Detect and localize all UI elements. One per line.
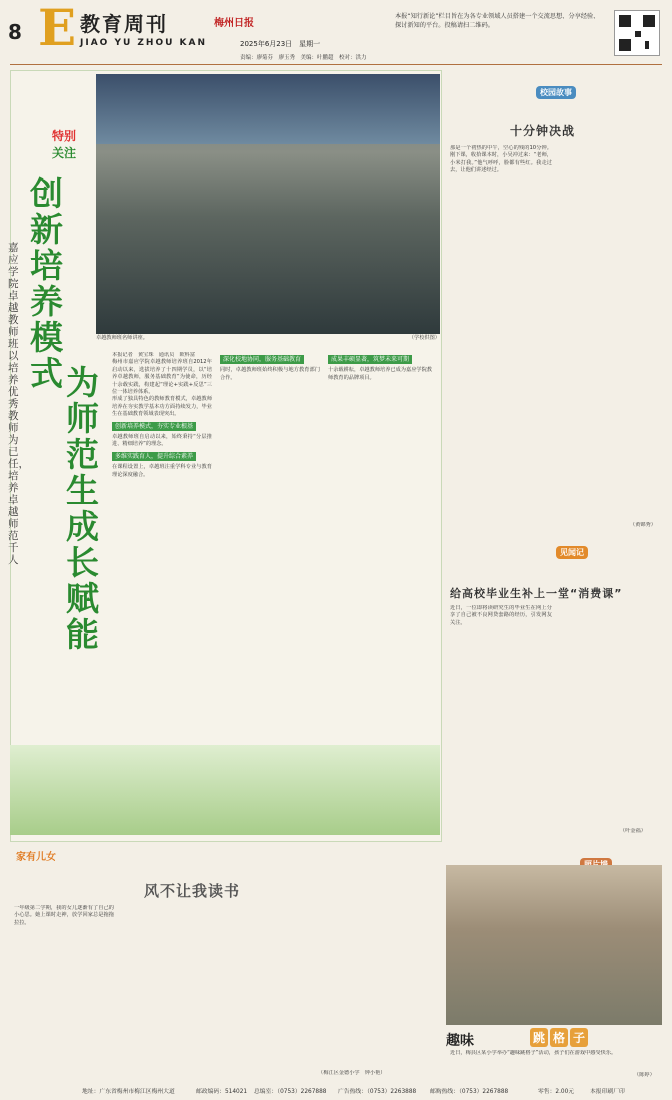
- story-body: 那是一个初热的中午，空心的残的10分钟。刚下课，收拾课本时，小吴冲过来：“老师，小米打我。”他气呼呼，脸都有些红。我走过去，让他们讲述经过。: [450, 145, 552, 174]
- column-notice: 本报“知行新论”栏目旨在为各专业领域人员搭建一个交流思想、分享经验、探讨新知的平台。投稿请扫二维码。: [395, 13, 600, 29]
- footer-advert: 广告热线：（0753）2263888: [338, 1089, 417, 1095]
- bottom-body-4: [326, 905, 436, 1070]
- footer-address: 地址：广东省梅州市梅江区梅州大道: [82, 1089, 175, 1095]
- header-rule: [10, 64, 662, 65]
- headline-bottom: 为师范生成长赋能: [66, 363, 99, 654]
- section-text: 在课程设置上，卓越班注重学科专业与教育理论深度融合。: [112, 464, 212, 478]
- byline: 本报记者 黄宝珠 通讯员 欧科富: [112, 352, 196, 358]
- campus-story-tag: 校园故事: [536, 80, 576, 99]
- paragraph: 梅州市嘉应学院卓越教师培养班自2012年启动以来，选拔培养了十四期学员，以“培养卓越教师，服务基础教育”为使命，历经十余载实践，构建起“理论+实践+反思”三位一体培养体系。: [112, 359, 212, 396]
- section-pinyin: JIAO YU ZHOU KAN: [80, 38, 208, 48]
- section-text: 卓越教师班自启动以来，始终秉持“分层推进、精细培养”的理念。: [112, 434, 212, 448]
- flower-decoration: [10, 745, 440, 835]
- headline-top: 创新培养模式: [30, 174, 63, 393]
- subhead: 嘉应学院卓越教师班以培养优秀教师为已任，培养卓越师范千人: [8, 242, 29, 566]
- feature-tag-a: 特别: [52, 129, 77, 143]
- section-text: 同时，卓越教师班始终积极与地方教育部门合作。: [220, 367, 320, 381]
- qr-code-icon: [614, 10, 660, 56]
- footer-printer: 本报印刷厂印: [590, 1089, 625, 1095]
- footer-price: 零售：2.00元: [538, 1089, 575, 1095]
- footer-subscribe: 邮购热线：（0753）2267888: [430, 1089, 509, 1095]
- feature-col-3: [328, 352, 432, 732]
- story-title: 十分钟决战: [510, 124, 576, 138]
- story-author: （黄锦秀）: [630, 522, 656, 528]
- photo-caption: [96, 334, 440, 341]
- lecture-stage-image: [96, 74, 440, 144]
- photo-title: 趣味: [446, 1033, 474, 1049]
- bottom-body-3: [222, 905, 322, 1075]
- paper-name: 梅州日报: [214, 18, 254, 29]
- paragraph: 形成了独具特色的教师教育模式，卓越教师培养在夯实教学基本功方面持续发力，毕业生在基础教育领域表现突出。: [112, 396, 212, 418]
- bottom-author: （梅江区金德小学 钟小艳）: [318, 1070, 386, 1076]
- family-tag: 家有儿女: [16, 852, 56, 863]
- footer-post: 邮政编码：514021: [196, 1089, 248, 1095]
- photo-title-tags: 跳 格 子: [530, 1028, 590, 1047]
- section-letter: E: [38, 0, 77, 57]
- page-number: 8: [8, 20, 22, 44]
- section-title: 多维实践育人，提升综合素养: [112, 452, 196, 461]
- footer-office: 总编室：（0753）2267888: [254, 1089, 327, 1095]
- footer: [0, 1082, 672, 1100]
- section-text: 十余载耕耘，卓越教师培养已成为嘉应学院教师教育的品牌项目。: [328, 367, 432, 381]
- mid-body: 近日，一位即将读研究生的毕业生在网上分享了自己被不良网贷套路的经历，引发网友关注。: [450, 605, 552, 626]
- bottom-body-2: [118, 905, 218, 1075]
- hopscotch-photo: [446, 865, 662, 1025]
- bottom-body: 一年级第二学期，我的女儿逐渐有了自己的小心思。她上课时走神，放学回家总是拖拖拉拉。: [14, 905, 114, 926]
- section-title: 教育周刊: [80, 12, 168, 36]
- section-title: 创新培养模式，夯实专业根基: [112, 422, 196, 431]
- feature-col-2: [220, 352, 320, 732]
- bottom-title: 风不让我读书: [144, 882, 241, 900]
- photo-text: 近日，梅县区某小学举办“趣味跳格子”活动，孩子们在游戏中感受快乐。: [450, 1050, 617, 1056]
- issue-date: 2025年6月23日 星期一: [240, 40, 321, 48]
- mid-author: （叶金福）: [620, 828, 646, 834]
- feature-col-1: [112, 352, 212, 732]
- photo-credit: （学校供图）: [408, 335, 440, 341]
- section-title: 深化校地协同，服务基础教育: [220, 355, 304, 364]
- caption-text: 卓越教师班名师讲座。: [96, 335, 148, 341]
- feature-tag-b: 关注: [52, 146, 77, 160]
- editor-staff: 责编：廖菊芬 廖玉秀 美编：叶鹏超 校对：洪力: [240, 55, 367, 61]
- page-header: [0, 0, 672, 66]
- news-tag: 见闻记: [556, 540, 588, 559]
- section-title: 成果丰硕显著，筑梦未来可期: [328, 355, 412, 364]
- mid-title: 给高校毕业生补上一堂“消费课”: [450, 587, 623, 600]
- mid-body-2: [558, 605, 660, 835]
- story-body-2: [558, 145, 660, 525]
- photo-author: （陈婷）: [634, 1072, 655, 1078]
